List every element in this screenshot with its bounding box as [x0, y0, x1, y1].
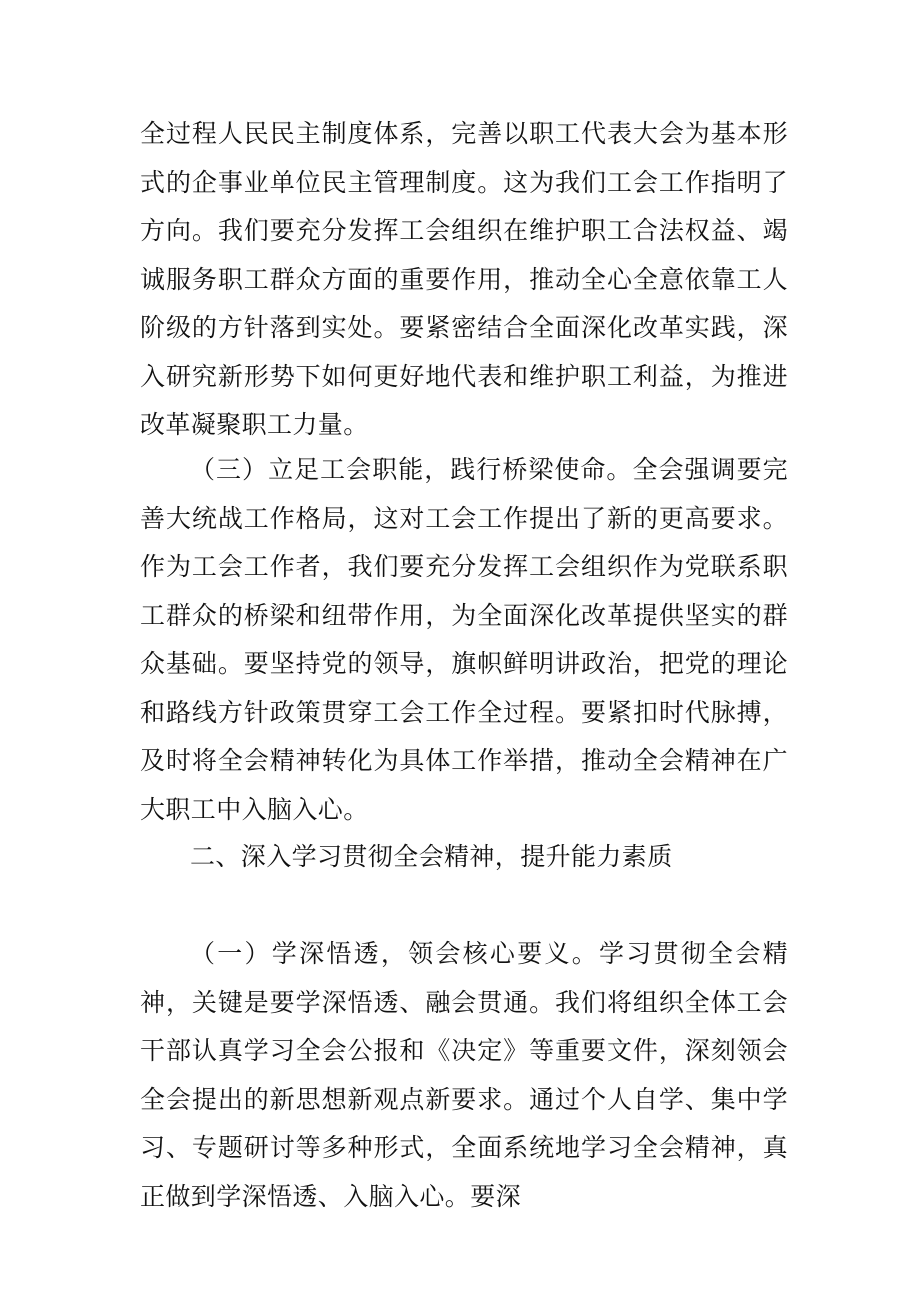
- paragraph-continued: 全过程人民民主制度体系，完善以职工代表大会为基本形式的企事业单位民主管理制度。这为我们工会工作指明了方向。我们要充分发挥工会组织在维护职工合法权益、竭诚服务职工群众方面的重要作用，推动全心全意依靠工人阶级的方针落到实处。要紧密结合全面深化改革实践，深入研究新形势下如何更好地代表和维护职工利益，为推进改革凝聚职工力量。: [140, 119, 788, 439]
- section-heading-two: 二、深入学习贯彻全会精神，提升能力素质: [190, 842, 673, 871]
- paragraph-subsection-one: （一）学深悟透，领会核心要义。学习贯彻全会精神，关键是要学深悟透、融会贯通。我们将组织全体工会干部认真学习全会公报和《决定》等重要文件，深刻领会全会提出的新思想新观点新要求。通过个人自学、集中学习、专题研讨等多种形式，全面系统地学习全会精神，真正做到学深悟透、入脑入心。要深: [140, 939, 788, 1211]
- paragraph-section-three: （三）立足工会职能，践行桥梁使命。全会强调要完善大统战工作格局，这对工会工作提出了新的更高要求。作为工会工作者，我们要充分发挥工会组织作为党联系职工群众的桥梁和纽带作用，为全面深化改革提供坚实的群众基础。要坚持党的领导，旗帜鲜明讲政治，把党的理论和路线方针政策贯穿工会工作全过程。要紧扣时代脉搏，及时将全会精神转化为具体工作举措，推动全会精神在广大职工中入脑入心。: [140, 455, 788, 824]
